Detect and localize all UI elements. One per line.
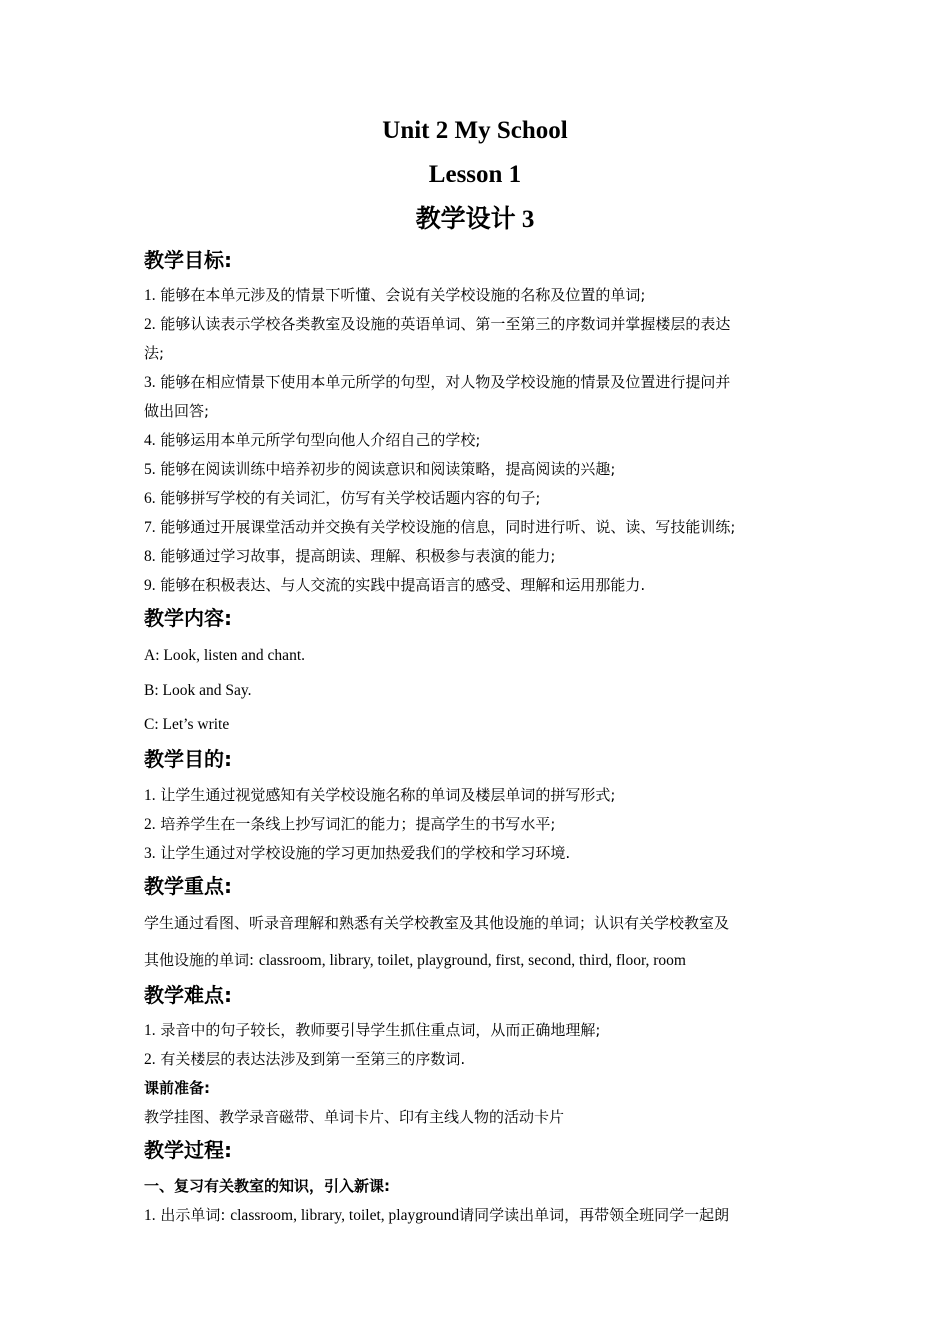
- content-item-b: B: Look and Say.: [144, 682, 252, 699]
- process-step1-line: 1. 出示单词: classroom, library, toilet, playground请同学读出单词，再带领全班同学一起朗: [144, 1206, 730, 1224]
- purpose-item: 3. 让学生通过对学校设施的学习更加热爱我们的学校和学习环境.: [144, 844, 571, 862]
- objective-item: 1. 能够在本单元涉及的情景下听懂、会说有关学校设施的名称及位置的单词;: [144, 286, 646, 304]
- objective-item: 3. 能够在相应情景下使用本单元所学的句型，对人物及学校设施的情景及位置进行提问并: [144, 373, 731, 391]
- objective-item: 9. 能够在积极表达、与人交流的实践中提高语言的感受、理解和运用那能力.: [144, 576, 646, 594]
- objective-item-cont: 法;: [144, 344, 165, 362]
- process-heading: 教学过程:: [144, 1138, 232, 1162]
- difficulties-heading: 教学难点:: [144, 983, 232, 1007]
- content-item-a: A: Look, listen and chant.: [144, 647, 305, 664]
- content-heading: 教学内容:: [144, 606, 232, 630]
- key-points-heading: 教学重点:: [144, 874, 232, 898]
- key-points-line2: 其他设施的单词: classroom, library, toilet, playground, first, second, third, floor, room: [144, 951, 686, 969]
- design-title: [0, 202, 950, 237]
- design-title-num: 3: [521, 206, 535, 233]
- objective-item: 5. 能够在阅读训练中培养初步的阅读意识和阅读策略，提高阅读的兴趣;: [144, 460, 616, 478]
- objective-item: 8. 能够通过学习故事，提高朗读、理解、积极参与表演的能力;: [144, 547, 556, 565]
- preparation-text: 教学挂图、教学录音磁带、单词卡片、印有主线人物的活动卡片: [144, 1108, 565, 1126]
- key-points-line1: 学生通过看图、听录音理解和熟悉有关学校教室及其他设施的单词；认识有关学校教室及: [144, 914, 730, 932]
- purpose-item: 1. 让学生通过视觉感知有关学校设施名称的单词及楼层单词的拼写形式;: [144, 786, 616, 804]
- objective-item: 7. 能够通过开展课堂活动并交换有关学校设施的信息，同时进行听、说、读、写技能训练;: [144, 518, 736, 536]
- lesson-title: Lesson 1: [428, 161, 522, 188]
- purpose-heading: 教学目的:: [144, 747, 232, 771]
- objective-item: 6. 能够拼写学校的有关词汇，仿写有关学校话题内容的句子;: [144, 489, 541, 507]
- objective-item: 4. 能够运用本单元所学句型向他人介绍自己的学校;: [144, 431, 481, 449]
- process-step1-heading: 一、复习有关教室的知识，引入新课:: [144, 1177, 391, 1195]
- purpose-item: 2. 培养学生在一条线上抄写词汇的能力；提高学生的书写水平;: [144, 815, 556, 833]
- preparation-heading: 课前准备:: [144, 1079, 210, 1097]
- content-item-c: C: Let’s write: [144, 716, 230, 733]
- difficulty-item: 2. 有关楼层的表达法涉及到第一至第三的序数词.: [144, 1050, 466, 1068]
- objective-item: 2. 能够认读表示学校各类教室及设施的英语单词、第一至第三的序数词并掌握楼层的表达: [144, 315, 731, 333]
- unit-title: Unit 2 My School: [382, 117, 568, 144]
- design-title-cn: 教学设计: [415, 204, 516, 233]
- difficulty-item: 1. 录音中的句子较长，教师要引导学生抓住重点词，从而正确地理解;: [144, 1021, 601, 1039]
- objective-item-cont: 做出回答;: [144, 402, 210, 420]
- objectives-heading: 教学目标:: [144, 248, 232, 272]
